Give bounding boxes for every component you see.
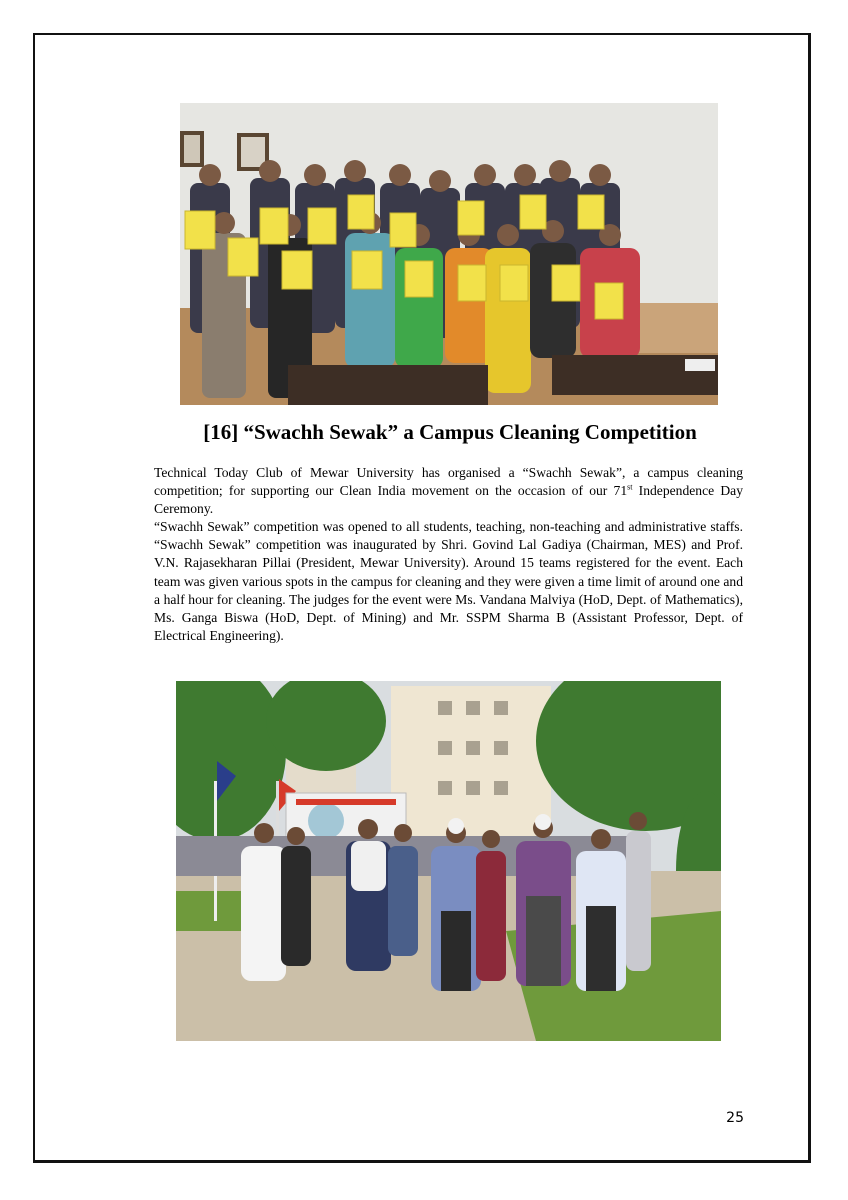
paragraph-2: “Swachh Sewak” competition was opened to all students, teaching, non-teaching and administrative staffs. “Swachh Sewak” competition was inaugurated by Shri. Govind Lal Gadiya (Chairman, MES) and Prof. V.N. Rajasekharan Pillai (President, Mewar University). Around 15 teams registered for the event. Each team was given various spots in the campus for cleaning and they were given a time limit of around one and a half hour for cleaning. The judges for the event were Ms. Vandana Malviya (HoD, Dept. of Mathematics), Ms. Ganga Biswa (HoD, Dept. of Mining) and Mr. SSPM Sharma B (Assistant Professor, Dept. of Electrical Engineering). (154, 519, 743, 643)
group-photo-certificates (180, 103, 718, 405)
section-heading: [16] “Swachh Sewak” a Campus Cleaning Competition (203, 420, 697, 444)
paragraph-1: Technical Today Club of Mewar University has organised a “Swachh Sewak”, a campus cleaning competition; for supporting our Clean India movement on the occasion of our 71st Independence Day Ceremony. (154, 465, 744, 517)
article-body (154, 464, 743, 645)
page-number: 25 (726, 1110, 744, 1126)
ordinal-suffix: st (627, 482, 633, 492)
campus-march-photo (176, 681, 721, 1041)
